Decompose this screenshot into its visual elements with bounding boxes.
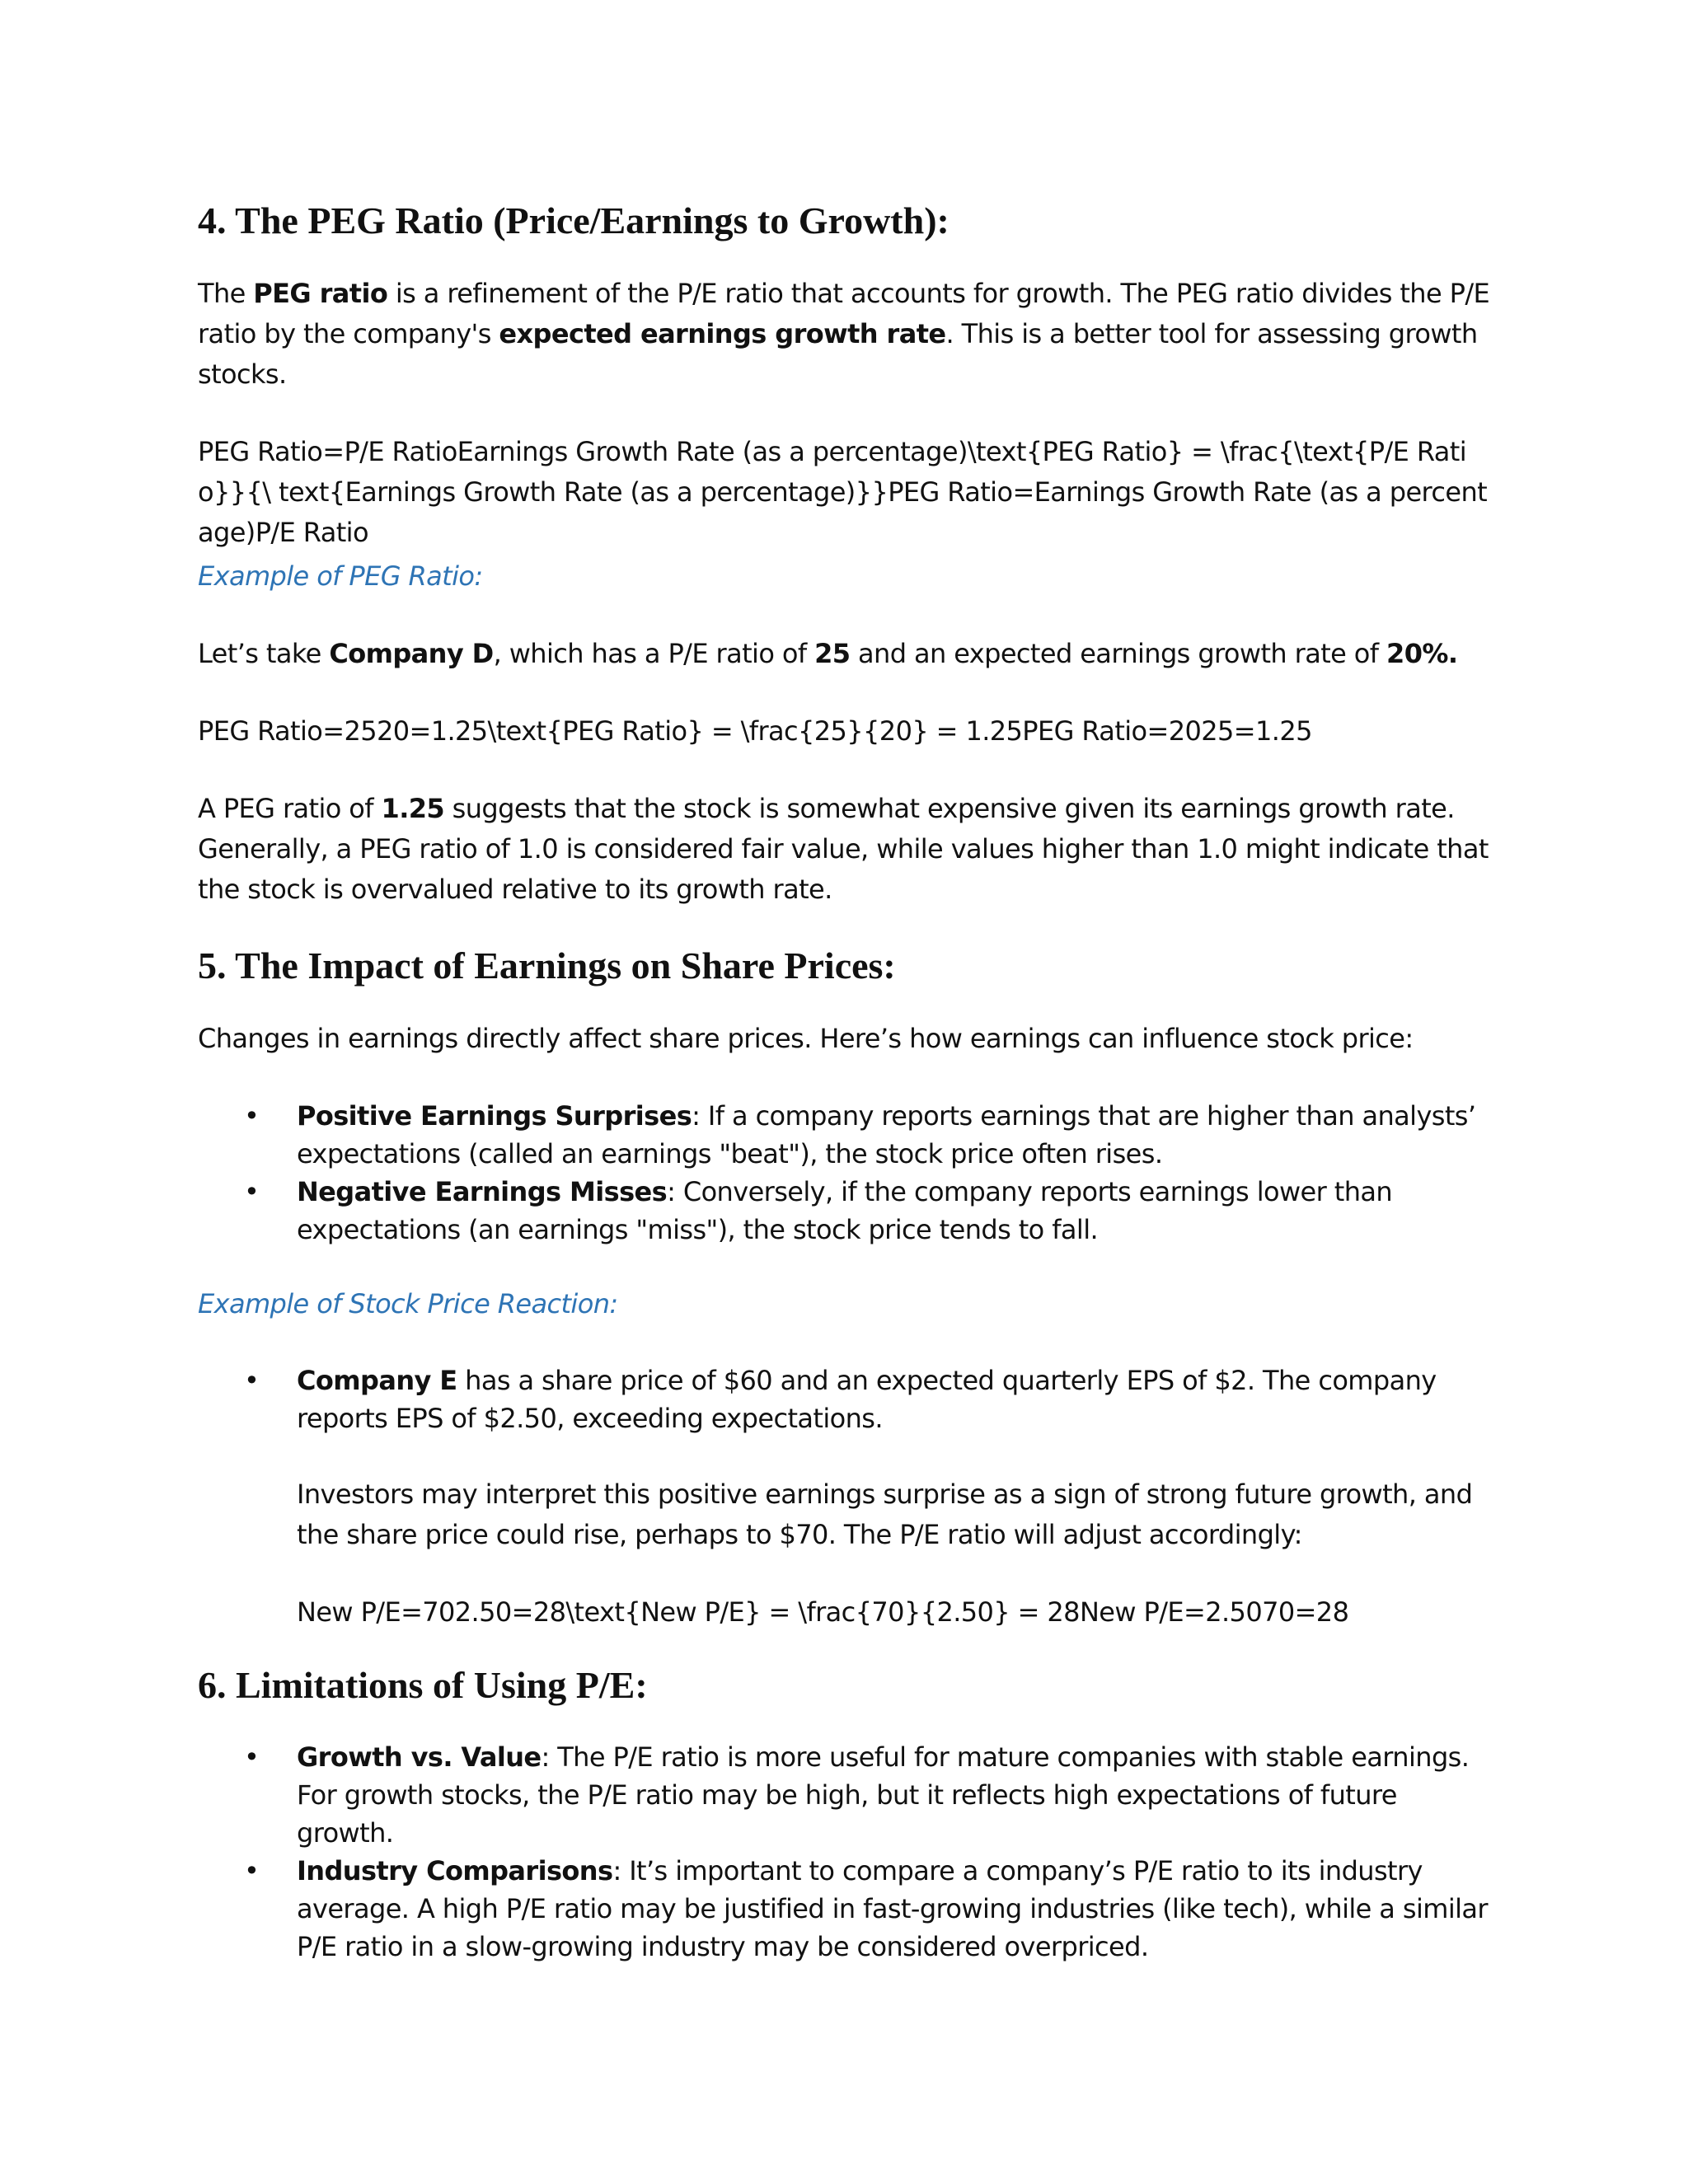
peg-example-paragraph: Let’s take Company D, which has a P/E ratio of 25 and an expected earnings growth rate of 20%. — [198, 638, 1458, 669]
section-4-heading: 4. The PEG Ratio (Price/Earnings to Growth): — [198, 199, 950, 241]
limitations-list — [198, 1738, 1492, 1966]
stock-reaction-paragraph: Investors may interpret this positive earnings surprise as a sign of strong future growth, and the share price could rise, perhaps to $70. The P/E ratio will adjust accordingly: — [297, 1479, 1473, 1550]
stock-reaction-example-heading: Example of Stock Price Reaction: — [198, 1288, 618, 1319]
section-5-heading: 5. The Impact of Earnings on Share Prices: — [198, 944, 896, 987]
list-item: • Industry Comparisons: It’s important to compare a company’s P/E ratio to its industry average. A high P/E ratio may be justified in fast-growing industries (like tech), while a similar P/E ratio in a slow-growing industry may be considered overpriced. — [198, 1852, 1492, 1966]
impact-intro-paragraph: Changes in earnings directly affect share prices. Here’s how earnings can influence stock price: — [198, 1023, 1414, 1054]
earnings-effects-list — [198, 1097, 1492, 1249]
section-6-heading: 6. Limitations of Using P/E: — [198, 1664, 648, 1706]
peg-calculation: PEG Ratio=2520=1.25\text{PEG Ratio} = \frac{25}{20} = 1.25PEG Ratio=2025=1.25 — [198, 715, 1312, 747]
bullet-icon: • — [244, 1741, 260, 1773]
list-item: • Company E has a share price of $60 and an expected quarterly EPS of $2. The company reports EPS of $2.50, exceeding expectations. — [198, 1361, 1492, 1437]
peg-intro-paragraph: The PEG ratio is a refinement of the P/E ratio that accounts for growth. The PEG ratio divides the P/E ratio by the company's expected earnings growth rate. This is a better tool for assessing growth stocks. — [198, 278, 1490, 390]
list-item: • Growth vs. Value: The P/E ratio is more useful for mature companies with stable earnings. For growth stocks, the P/E ratio may be high, but it reflects high expectations of future growth. — [198, 1738, 1492, 1852]
company-e-term: Company E — [297, 1365, 457, 1396]
document-page — [198, 190, 1492, 1966]
company-d-term: Company D — [329, 638, 494, 669]
bullet-icon: • — [244, 1365, 260, 1396]
peg-conclusion-paragraph: A PEG ratio of 1.25 suggests that the stock is somewhat expensive given its earnings growth rate. Generally, a PEG ratio of 1.0 is considered fair value, while values higher than 1.0 might indicate that the stock is overvalued relative to its growth rate. — [198, 793, 1489, 905]
new-pe-calculation: New P/E=702.50=28\text{New P/E} = \frac{70}{2.50} = 28New P/E=2.5070=28 — [297, 1596, 1349, 1628]
peg-example-heading: Example of PEG Ratio: — [198, 560, 483, 592]
list-item: • Negative Earnings Misses: Conversely, if the company reports earnings lower than expectations (an earnings "miss"), the stock price tends to fall. — [198, 1173, 1492, 1249]
bullet-icon: • — [244, 1855, 260, 1886]
stock-reaction-example-list — [198, 1361, 1492, 1437]
peg-ratio-term: PEG ratio — [253, 278, 388, 309]
bullet-icon: • — [244, 1100, 260, 1132]
list-item: • Positive Earnings Surprises: If a company reports earnings that are higher than analysts’ expectations (called an earnings "beat"), the stock price often rises. — [198, 1097, 1492, 1173]
peg-formula: PEG Ratio=P/E RatioEarnings Growth Rate (as a percentage)\text{PEG Ratio} = \frac{\text{P/E Ratio}}{\ text{Earnings Growth Rate (as a percentage)}}PEG Ratio=Earnings Growth Rate (as a percentage)P/E Ratio — [198, 436, 1488, 548]
growth-rate-term: expected earnings growth rate — [499, 318, 946, 349]
bullet-icon: • — [244, 1176, 260, 1207]
